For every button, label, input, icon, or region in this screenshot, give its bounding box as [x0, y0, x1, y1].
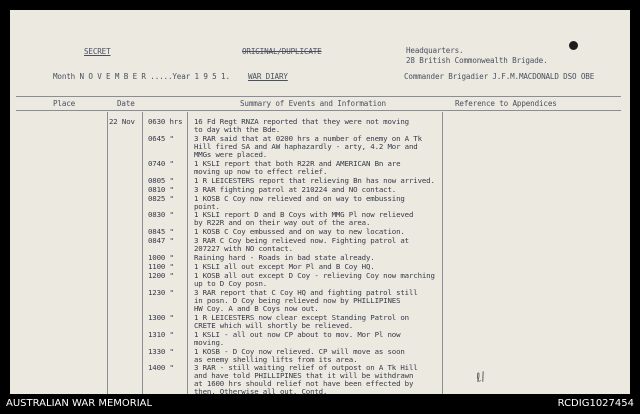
entry-text-line: 1 R LEICESTERS now clear except Standing Patrol on [194, 312, 409, 322]
classification-secret: SECRET [84, 47, 111, 56]
entry-text-line: 1 R LEICESTERS report that relieving Bn has now arrived. [194, 175, 435, 185]
entry-time: 0805 " [148, 175, 174, 185]
entry-time: 0645 " [148, 133, 174, 143]
entry-text-line: as enemy shelling lifts from its area. [194, 354, 358, 364]
entry-time: 0847 " [148, 236, 174, 246]
handwritten-mark: ℓ/ [474, 369, 487, 385]
entry-text-line: then. Otherwise all out. Contd. [194, 387, 328, 394]
war-diary-title: WAR DIARY [248, 72, 288, 81]
entry-text-line: 1 KOSB C Coy embussed and on way to new location. [194, 227, 405, 237]
entry-text-line: 1 KSLI - all out now CP about to mov. Mor Pl now [194, 329, 401, 339]
col-date: Date [117, 99, 135, 108]
entry-text-line: in posn. D Coy being relieved now by PHILLIPINES [194, 295, 401, 305]
entry-time: 0740 " [148, 158, 174, 168]
entry-text-line: 1 KSLI all out except Mor Pl and B Coy HQ. [194, 262, 375, 271]
entry-time: 0630 hrs [148, 117, 183, 126]
entry-text-line: 1 KOSB C Coy now relieved and on way to embussing [194, 193, 405, 203]
header-top-rule [16, 96, 621, 97]
date-cell: 22 Nov [109, 117, 135, 126]
commander: Commander Brigadier J.F.M.MACDONALD DSO OBE [404, 72, 595, 81]
entry-time: 1100 " [148, 262, 174, 271]
entry-text-line: 3 RAR fighting patrol at 210224 and NO contact. [194, 184, 397, 194]
war-diary-page [10, 10, 630, 394]
entry-text-line: 3 RAR - still waiting relief of outpost on A Tk Hill [194, 363, 418, 373]
col-appendices: Reference to Appendices [455, 99, 557, 108]
entry-time: 1330 " [148, 346, 174, 356]
hq-label: Headquarters. [406, 46, 464, 55]
header-bottom-rule [16, 110, 621, 111]
col-summary: Summary of Events and Information [240, 99, 386, 108]
divider-date [142, 112, 143, 394]
entry-time: 0825 " [148, 193, 174, 203]
entry-text-line: to day with the Bde. [194, 125, 280, 134]
entry-text-line: at 1600 hrs should relief not have been effected by [194, 379, 414, 389]
entry-time: 1000 " [148, 253, 174, 263]
entry-text-line: up to D Coy posn. [194, 278, 268, 288]
entry-text-line: HW Coy. A and B Coys now out. [194, 303, 319, 313]
entry-time: 1400 " [148, 363, 174, 373]
entry-text-line: moving up now to effect relief. [194, 166, 328, 176]
divider-summary [442, 112, 443, 394]
month-year: Month N O V E M B E R .....Year 1 9 5 1. [53, 72, 230, 81]
col-place: Place [53, 99, 76, 108]
entry-text-line: 1 KOSB all out except D Coy - relieving Coy now marching [194, 270, 435, 280]
entry-time: 1310 " [148, 329, 174, 339]
punch-hole [569, 41, 578, 50]
entry-text-line: Hill fired SA and AW haphazardly - arty, 4.2 Mor and [194, 141, 418, 151]
entry-text-line: Raining hard - Roads in bad state already. [194, 253, 375, 263]
entry-text-line: MMGs were placed. [194, 149, 268, 159]
entry-text-line: 207227 with NO contact. [194, 244, 293, 254]
entry-text-line: and have told PHILLIPINES that it will be withdrawn [194, 371, 414, 381]
entry-text-line: by R22R and on their way out of the area. [194, 218, 371, 228]
footer-id: RCDIG1027454 [557, 398, 634, 409]
entry-text-line: 3 RAR C Coy being relieved now. Fighting patrol at [194, 236, 409, 246]
entry-time: 1200 " [148, 270, 174, 280]
entry-time: 0845 " [148, 227, 174, 237]
entry-text-line: 16 Fd Regt RNZA reported that they were not moving [194, 117, 409, 126]
footer-bar [0, 394, 640, 414]
hq-unit: 28 British Commonwealth Brigade. [406, 56, 548, 65]
entry-time: 0830 " [148, 210, 174, 220]
entry-text-line: 1 KOSB - D Coy now relieved. CP will move as soon [194, 346, 405, 356]
entry-text-line: 1 KSLI report D and B Coys with MMG Pl now relieved [194, 210, 414, 220]
entry-time: 1300 " [148, 312, 174, 322]
entry-time: 0810 " [148, 184, 174, 194]
divider-hour [187, 112, 188, 394]
entry-text-line: 1 KSLI report that both R22R and AMERICAN Bn are [194, 158, 401, 168]
footer-source: AUSTRALIAN WAR MEMORIAL [6, 398, 153, 409]
divider-place [107, 112, 108, 394]
entry-time: 1230 " [148, 287, 174, 297]
entry-text-line: point. [194, 201, 220, 211]
entry-text-line: 3 RAR report that C Coy HQ and fighting patrol still [194, 287, 418, 297]
entry-text-line: 3 RAR said that at 0200 hrs a number of enemy on A Tk [194, 133, 422, 143]
entry-text-line: moving. [194, 337, 225, 347]
original-duplicate-label: ORIGINAL/DUPLICATE [242, 47, 322, 56]
entry-text-line: CRETE which will shortly be relieved. [194, 320, 354, 330]
